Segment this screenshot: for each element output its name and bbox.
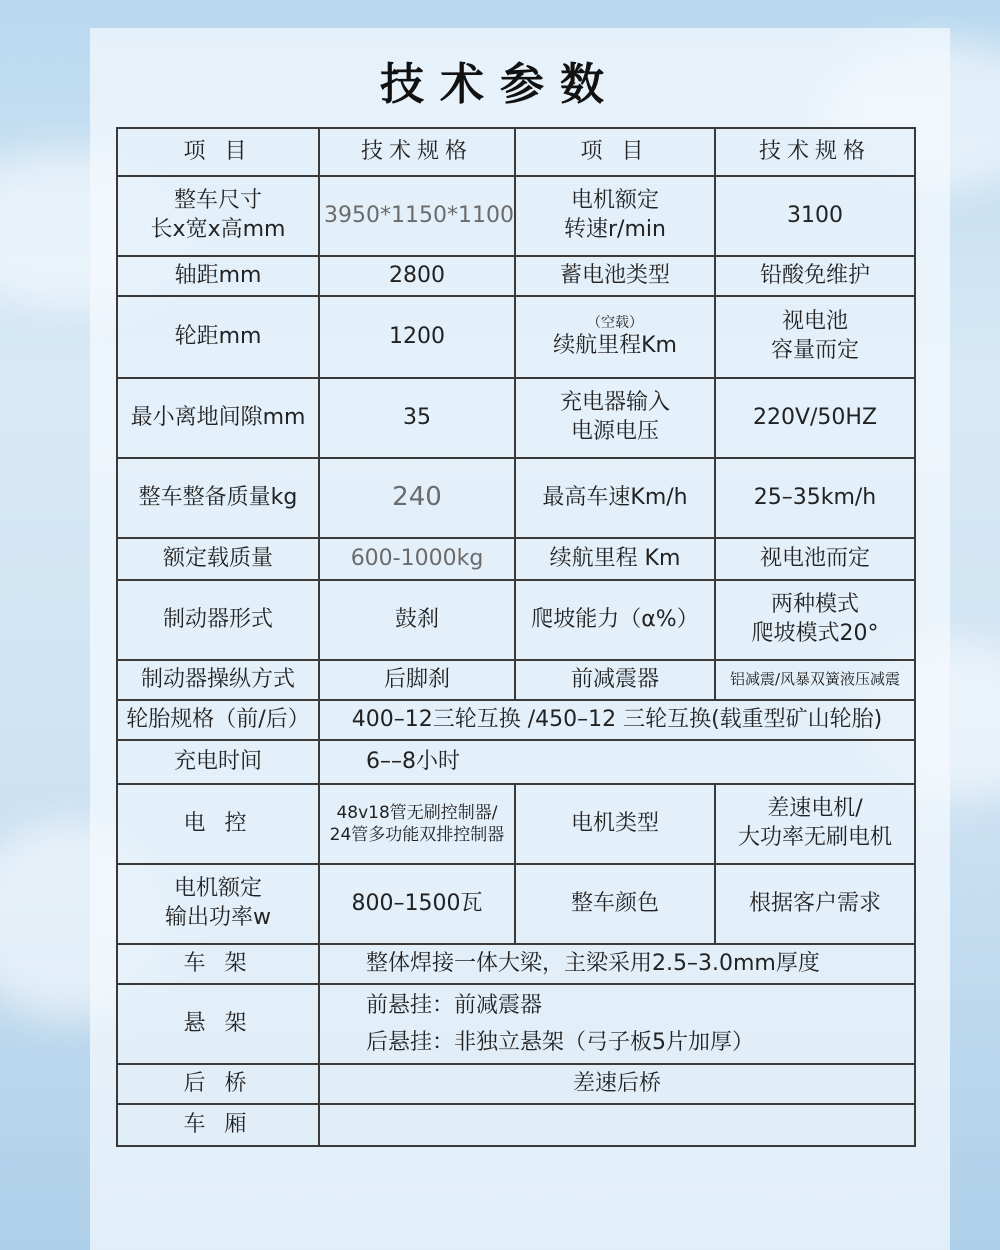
row-value: 铝减震/风暴双簧液压减震	[715, 660, 915, 700]
table-row	[117, 864, 915, 944]
row-value: 视电池而定	[715, 538, 915, 580]
value-line: 24管多功能双排控制器	[329, 825, 505, 845]
table-row	[117, 784, 915, 864]
table-row	[117, 1064, 915, 1104]
row-label: 额定载质量	[117, 538, 319, 580]
table-row	[117, 580, 915, 660]
header-item: 项 目	[117, 128, 319, 176]
row-label: 后 桥	[117, 1064, 319, 1104]
label-line: 输出功率w	[165, 905, 271, 930]
row-value	[319, 1104, 915, 1146]
row-value: 3950*1150*1100	[319, 176, 515, 256]
label-line: 长x宽x高mm	[150, 217, 286, 242]
label-line: 整车尺寸	[173, 188, 262, 214]
row-value: 整体焊接一体大梁，主梁采用2.5–3.0mm厚度	[319, 944, 915, 984]
row-value: 差速后桥	[319, 1064, 915, 1104]
label-line: 电机额定	[570, 188, 659, 214]
row-value: 铅酸免维护	[715, 256, 915, 296]
row-value	[715, 296, 915, 378]
table-row	[117, 700, 915, 740]
row-value: 400–12三轮互换 /450–12 三轮互换(载重型矿山轮胎)	[319, 700, 915, 740]
row-label: 悬 架	[117, 984, 319, 1064]
row-label	[515, 378, 715, 458]
row-value: 后脚刹	[319, 660, 515, 700]
row-value	[319, 784, 515, 864]
header-spec: 技术规格	[319, 128, 515, 176]
table-header-row	[117, 128, 915, 176]
table-row	[117, 378, 915, 458]
row-label: 制动器操纵方式	[117, 660, 319, 700]
row-value	[319, 984, 915, 1064]
row-value	[715, 580, 915, 660]
row-value: 3100	[715, 176, 915, 256]
value-line: 差速电机/	[767, 796, 863, 822]
row-value: 鼓刹	[319, 580, 515, 660]
row-label: 前减震器	[515, 660, 715, 700]
label-line: 电源电压	[570, 419, 659, 444]
value-line: 前悬挂：前减震器	[366, 992, 543, 1018]
page-title: 技术参数	[380, 59, 620, 110]
value-line: 两种模式	[770, 592, 859, 618]
row-value: 240	[319, 458, 515, 538]
row-value: 220V/50HZ	[715, 378, 915, 458]
value-line: 大功率无刷电机	[737, 825, 892, 850]
row-label: 车 架	[117, 944, 319, 984]
row-label: 爬坡能力（α%）	[515, 580, 715, 660]
row-label: 轮距mm	[117, 296, 319, 378]
header-spec: 技术规格	[715, 128, 915, 176]
row-label: 充电时间	[117, 740, 319, 784]
label-line: 续航里程Km	[553, 332, 677, 358]
row-value: 600-1000kg	[319, 538, 515, 580]
row-label	[117, 176, 319, 256]
value-line: 48v18管无刷控制器/	[336, 802, 498, 823]
row-label: 电 控	[117, 784, 319, 864]
row-value: 25–35km/h	[715, 458, 915, 538]
row-label	[515, 176, 715, 256]
row-value: 800–1500瓦	[319, 864, 515, 944]
value-line: 爬坡模式20°	[751, 621, 879, 646]
row-value: 35	[319, 378, 515, 458]
row-value: 1200	[319, 296, 515, 378]
row-value: 2800	[319, 256, 515, 296]
row-value	[715, 784, 915, 864]
table-row	[117, 1104, 915, 1146]
row-label: 轮胎规格（前/后）	[117, 700, 319, 740]
table-row	[117, 458, 915, 538]
table-row	[117, 740, 915, 784]
value-line: 后悬挂：非独立悬架（弓子板5片加厚）	[366, 1030, 754, 1055]
row-label: 车 厢	[117, 1104, 319, 1146]
table-row	[117, 660, 915, 700]
table-row	[117, 256, 915, 296]
label-line: 电机额定	[173, 876, 262, 902]
row-value: 6––8小时	[319, 740, 915, 784]
row-label: 轴距mm	[117, 256, 319, 296]
row-label: 最高车速Km/h	[515, 458, 715, 538]
label-line: 转速r/min	[564, 217, 666, 242]
row-label	[117, 864, 319, 944]
spec-table	[116, 127, 916, 1147]
row-label	[515, 296, 715, 378]
label-line: 充电器输入	[559, 390, 670, 416]
table-row	[117, 538, 915, 580]
header-item: 项 目	[515, 128, 715, 176]
table-row	[117, 176, 915, 256]
value-line: 容量而定	[770, 338, 859, 363]
row-label: 整车颜色	[515, 864, 715, 944]
row-value: 根据客户需求	[715, 864, 915, 944]
table-row	[117, 944, 915, 984]
row-label: 电机类型	[515, 784, 715, 864]
row-label: 制动器形式	[117, 580, 319, 660]
label-note: （空载）	[587, 314, 643, 331]
row-label: 整车整备质量kg	[117, 458, 319, 538]
row-label: 续航里程 Km	[515, 538, 715, 580]
table-row	[117, 296, 915, 378]
row-label: 蓄电池类型	[515, 256, 715, 296]
value-line: 视电池	[781, 309, 848, 335]
table-row	[117, 984, 915, 1064]
row-label: 最小离地间隙mm	[117, 378, 319, 458]
